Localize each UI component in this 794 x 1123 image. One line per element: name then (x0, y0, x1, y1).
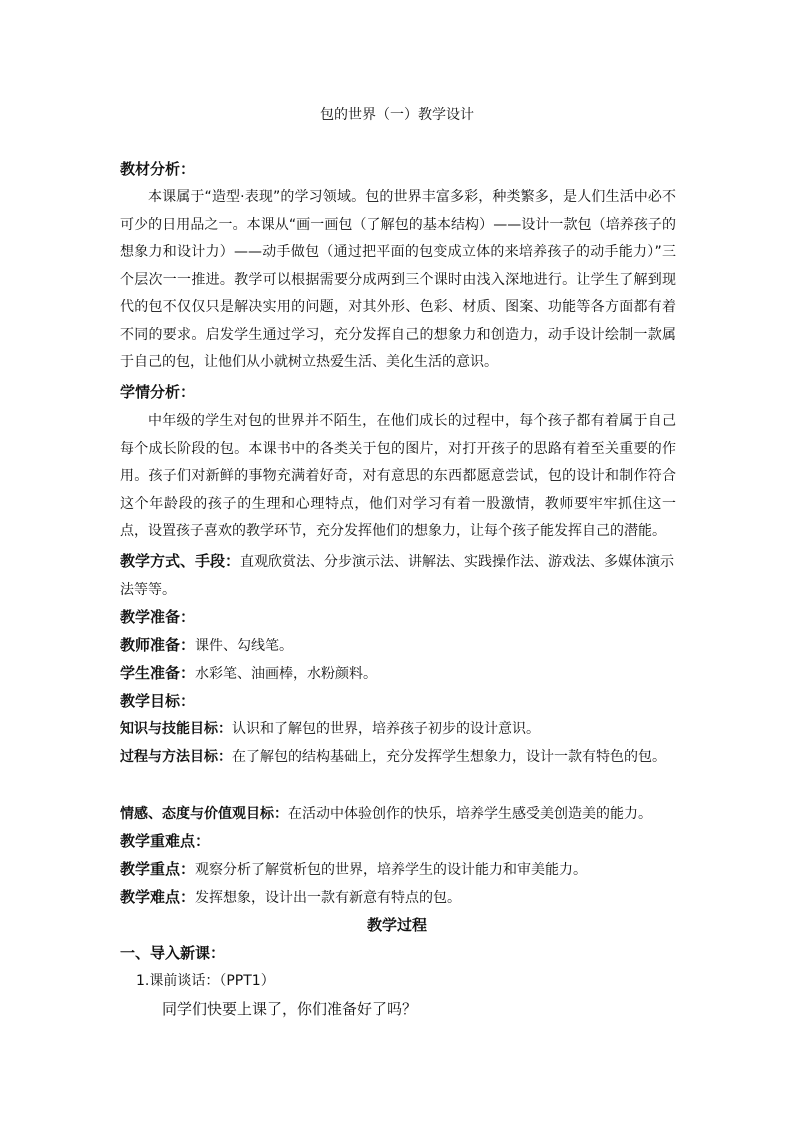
section-1-heading: 一、导入新课： (120, 944, 226, 962)
knowledge-goal-line (120, 718, 676, 738)
process-goal-label: 过程与方法目标： (120, 749, 232, 765)
emotion-goal-label: 情感、态度与价值观目标： (120, 806, 288, 822)
focus-line (120, 858, 676, 879)
student-prep-line (120, 662, 676, 683)
learner-paragraph: 中年级的学生对包的世界并不陌生，在他们成长的过程中，每个孩子都有着属于自己每个成长阶段的包。本课书中的各类关于包的图片，对打开孩子的思路有着至关重要的作用。孩子们对新鲜的事物充满着好奇，对有意思的东西都愿意尝试，包的设计和制作符合这个年龄段的孩子的生理和心理特点，他们对学习有着一股激情，教师要牢牢抓住这一点，设置孩子喜欢的教学环节，充分发挥他们的想象力，让每个孩子能发挥自己的潜能。 (120, 413, 676, 539)
focus-label: 教学重点： (120, 860, 196, 878)
prep-heading: 教学准备： (120, 608, 196, 626)
knowledge-goal-label: 知识与技能目标： (120, 721, 232, 737)
step-1-line: 1.课前谈话：（PPT1） (136, 973, 275, 989)
teacher-prep-line (120, 634, 676, 655)
analysis-paragraph: 本课属于“造型·表现”的学习领域。包的世界丰富多彩，种类繁多，是人们生活中必不可少的日用品之一。本课从“画一画包（了解包的基本结构）——设计一款包（培养孩子的想象力和设计力）——动手做包（通过把平面的包变成立体的来培养孩子的动手能力）”三个层次一一推进。教学可以根据需要分成两到三个课时由浅入深地进行。让学生了解到现代的包不仅仅只是解决实用的问题，对其外形、色彩、材质、图案、功能等各方面都有着不同的要求。启发学生通过学习，充分发挥自己的想象力和创造力，动手设计绘制一款属于自己的包，让他们从小就树立热爱生活、美化生活的意识。 (120, 189, 676, 370)
document-title: 包的世界（一）教学设计 (320, 107, 474, 123)
process-heading: 教学过程 (366, 916, 427, 934)
goals-heading: 教学目标： (120, 692, 196, 710)
student-prep-text: 水彩笔、油画棒，水粉颜料。 (195, 666, 378, 682)
process-goal-line (120, 744, 676, 772)
learner-heading: 学情分析： (120, 383, 196, 401)
focus-text: 观察分析了解赏析包的世界，培养学生的设计能力和审美能力。 (195, 862, 588, 878)
process-goal-text: 在了解包的结构基础上，充分发挥学生想象力，设计一款有特色的包。 (232, 749, 666, 765)
methods-label: 教学方式、手段： (120, 552, 241, 570)
teacher-prep-label: 教师准备： (120, 636, 196, 654)
difficulty-line (120, 886, 676, 907)
key-heading: 教学重难点： (120, 832, 211, 850)
emotion-goal-line (120, 803, 676, 823)
student-prep-label: 学生准备： (120, 664, 196, 682)
teacher-prep-text: 课件、勾线笔。 (195, 638, 294, 654)
analysis-heading: 教材分析： (120, 160, 196, 178)
methods-line (120, 548, 676, 604)
knowledge-goal-text: 认识和了解包的世界，培养孩子初步的设计意识。 (232, 721, 540, 737)
difficulty-label: 教学难点： (120, 888, 196, 906)
emotion-goal-text: 在活动中体验创作的快乐，培养学生感受美创造美的能力。 (288, 806, 652, 822)
difficulty-text: 发挥想象，设计出一款有新意有特点的包。 (195, 890, 462, 906)
step-1-text: 同学们快要上课了，你们准备好了吗？ (162, 1000, 418, 1018)
methods-text: 直观欣赏法、分步演示法、讲解法、实践操作法、游戏法、多媒体演示法等等。 (120, 554, 675, 598)
